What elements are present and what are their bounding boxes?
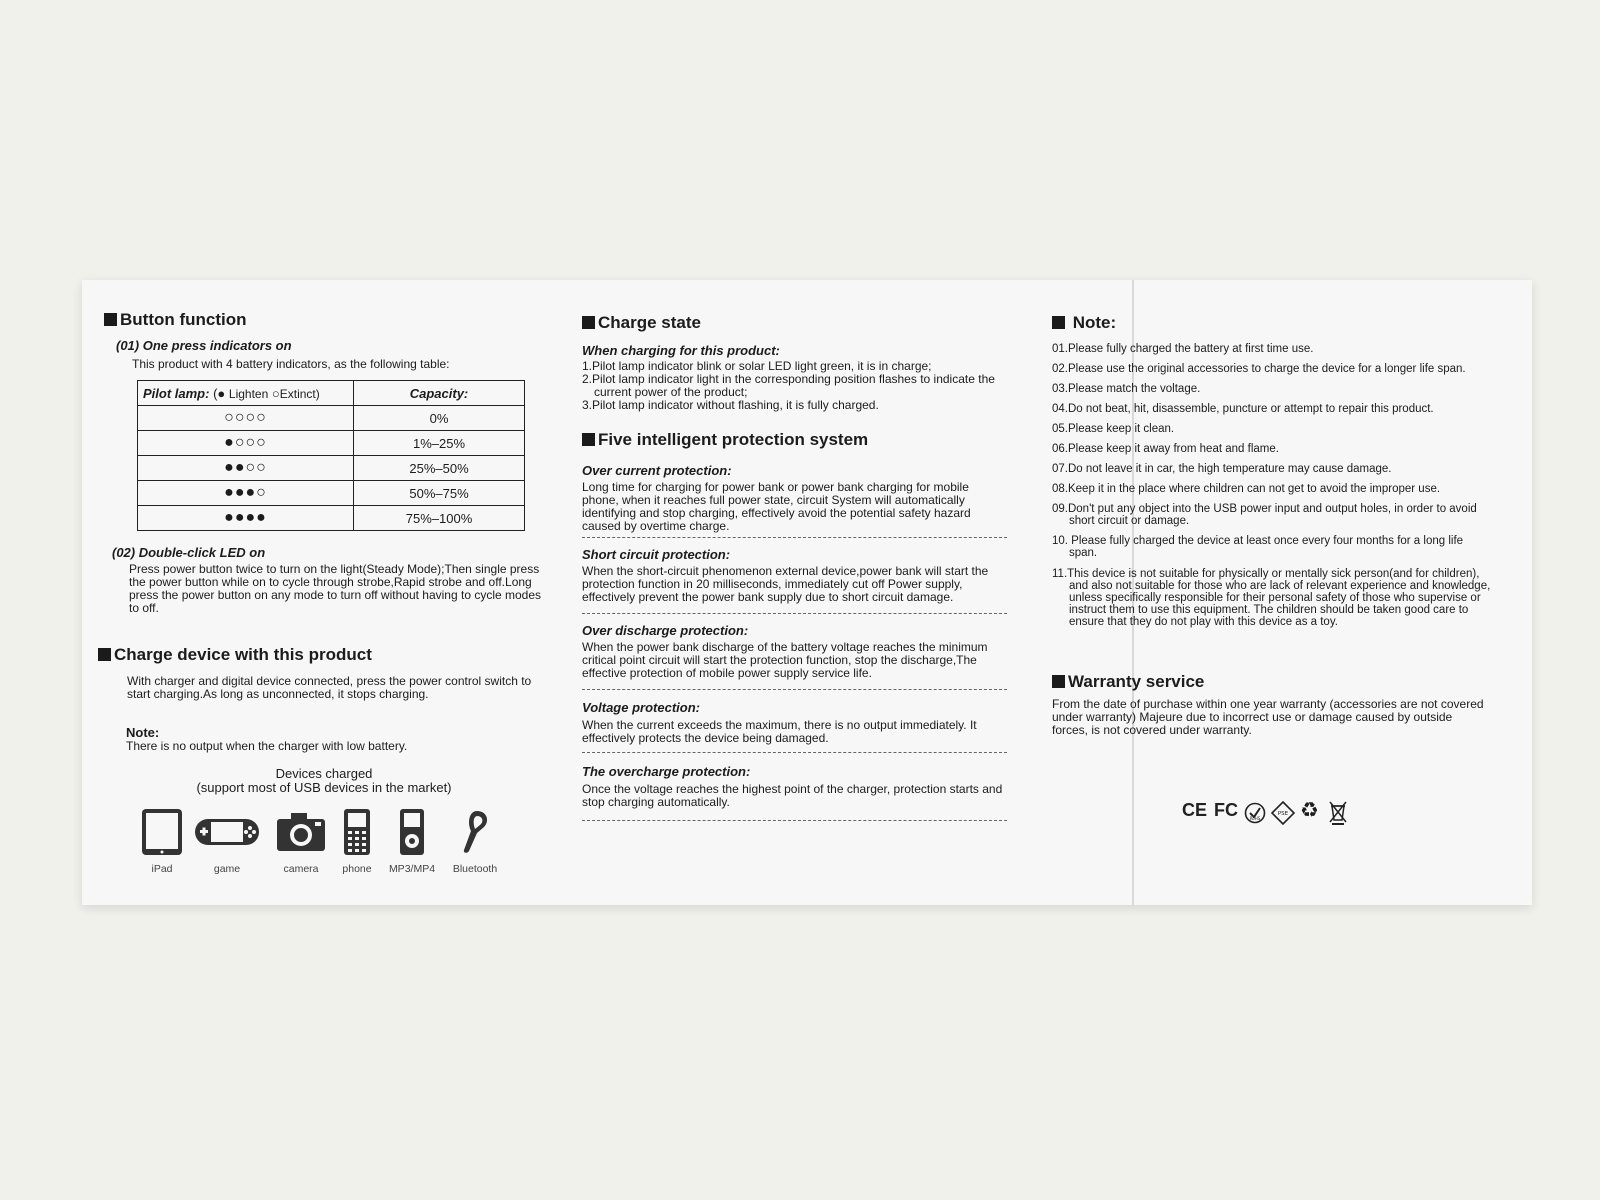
ce-mark-icon: CE <box>1182 800 1208 820</box>
protection-item-text: When the power bank discharge of the battery voltage reaches the minimum critical point circuit will start the protection function, stop the discharge,The effective protection of mobile power supply service life. <box>582 640 988 680</box>
square-bullet-icon <box>582 316 595 329</box>
button-function-heading: Button function <box>104 310 247 330</box>
capacity-table <box>137 380 525 531</box>
square-bullet-icon <box>104 313 117 326</box>
capacity-cell: 1%–25% <box>354 431 525 456</box>
warranty-heading: Warranty service <box>1052 672 1204 692</box>
protection-item <box>582 764 1007 809</box>
svg-text:RoHS: RoHS <box>1249 816 1261 821</box>
ipad-icon <box>140 807 184 857</box>
list-item: 2.Pilot lamp indicator light in the corresponding position flashes to indicate the current power of the product; <box>582 372 995 399</box>
capacity-cell: 0% <box>354 406 525 431</box>
divider <box>582 820 1007 821</box>
table-row <box>138 481 525 506</box>
charge-state-sub: When charging for this product: <box>582 343 780 358</box>
capacity-cell: 50%–75% <box>354 481 525 506</box>
protection-item <box>582 700 1007 745</box>
fc-mark-icon: FC <box>1214 800 1238 820</box>
list-item: 11.This device is not suitable for physically or mentally sick person(and for children), and also not suitable for those who are lack of relevant experience and knowledge, unless specifically responsible for their personal safety of those who supervise or instruct them to use this equipment. The children should be taken good care to ensure that they do not play with this device as a toy. <box>1052 568 1491 628</box>
bluetooth-headset-icon <box>457 807 493 857</box>
camera-icon <box>275 807 327 857</box>
table-row <box>138 506 525 531</box>
square-bullet-icon <box>98 648 111 661</box>
list-item: 09.Don't put any object into the USB power input and output holes, in order to avoid short circuit or damage. <box>1052 503 1477 527</box>
double-click-text: Press power button twice to turn on the light(Steady Mode);Then single press the power button while on to cycle through strobe,Rapid strobe and off.Long press the power button on any mode to turn off without having to cycle modes to off. <box>129 562 542 615</box>
protection-item-text: Long time for charging for power bank or power bank charging for mobile phone, when it reaches full power state, circuit System will automatically identifying and stop charging, effectively avoid the potential safety hazard caused by overtime charge. <box>582 480 971 533</box>
one-press-text: This product with 4 battery indicators, as the following table: <box>132 357 450 371</box>
manual-sheet <box>82 280 1532 905</box>
lamp-cell: ○○○○ <box>138 406 354 431</box>
protection-item <box>582 623 1007 680</box>
table-row <box>138 456 525 481</box>
protection-item-text: When the current exceeds the maximum, there is no output immediately. It effectively protects the device being damaged. <box>582 718 977 745</box>
devices-caption <box>184 767 464 795</box>
lamp-cell: ●○○○ <box>138 431 354 456</box>
certification-marks <box>1182 798 1357 828</box>
list-item: 07.Do not leave it in car, the high temperature may cause damage. <box>1052 463 1392 475</box>
list-item: 10. Please fully charged the device at least once every four months for a long life span. <box>1052 535 1464 559</box>
note-heading: Note: <box>1052 313 1116 333</box>
protection-item <box>582 463 1007 533</box>
charge-state-heading: Charge state <box>582 313 701 333</box>
device-phone: phone <box>337 807 377 875</box>
protection-item <box>582 547 1007 604</box>
warranty-text: From the date of purchase within one year warranty (accessories are not covered under warranty) Majeure due to incorrect use or damage caused by outside forces, is not covered under warranty. <box>1052 697 1484 737</box>
divider <box>582 613 1007 614</box>
low-battery-note-title: Note: <box>126 725 160 740</box>
square-bullet-icon <box>1052 316 1065 329</box>
table-row <box>138 406 525 431</box>
capacity-header: Capacity: <box>354 381 525 406</box>
game-console-icon <box>193 807 261 857</box>
weee-bin-icon <box>1328 800 1348 826</box>
pilot-lamp-header: Pilot lamp: (● Lighten ○Extinct) <box>138 381 354 406</box>
one-press-title: (01) One press indicators on <box>116 338 292 353</box>
protection-heading: Five intelligent protection system <box>582 430 868 450</box>
list-item: 1.Pilot lamp indicator blink or solar LED light green, it is in charge; <box>582 359 932 373</box>
capacity-table-header <box>138 381 525 406</box>
mp3-player-icon <box>397 807 427 857</box>
empty-circle-icon: ○ <box>271 385 280 401</box>
device-camera: camera <box>272 807 330 875</box>
table-row <box>138 431 525 456</box>
device-game: game <box>192 807 262 875</box>
lamp-cell: ●●●○ <box>138 481 354 506</box>
charge-state-list <box>582 360 1002 412</box>
divider <box>582 689 1007 690</box>
divider <box>582 752 1007 753</box>
devices-title: Devices charged <box>275 766 373 781</box>
protection-item-title: Over discharge protection: <box>582 623 749 638</box>
rohs-mark-icon <box>1244 802 1266 824</box>
lamp-cell: ●●●● <box>138 506 354 531</box>
protection-item-text: When the short-circuit phenomenon external device,power bank will start the protection function in 20 milliseconds, immediately cut off Power supply, effectively prevent the power bank supply due to short circuit damage. <box>582 564 989 604</box>
square-bullet-icon <box>1052 675 1065 688</box>
list-item: 04.Do not beat, hit, disassemble, puncture or attempt to repair this product. <box>1052 403 1434 415</box>
list-item: 01.Please fully charged the battery at first time use. <box>1052 343 1314 355</box>
list-item: 08.Keep it in the place where children can not get to avoid the improper use. <box>1052 483 1441 495</box>
list-item: 06.Please keep it away from heat and flame. <box>1052 443 1279 455</box>
svg-text:PSE: PSE <box>1277 811 1289 817</box>
phone-icon <box>341 807 373 857</box>
divider <box>582 537 1007 538</box>
protection-item-title: The overcharge protection: <box>582 764 751 779</box>
capacity-cell: 25%–50% <box>354 456 525 481</box>
double-click-title: (02) Double-click LED on <box>112 545 266 560</box>
list-item: 02.Please use the original accessories to charge the device for a longer life span. <box>1052 363 1466 375</box>
square-bullet-icon <box>582 433 595 446</box>
protection-item-title: Voltage protection: <box>582 700 700 715</box>
pse-mark-icon <box>1271 801 1295 825</box>
capacity-cell: 75%–100% <box>354 506 525 531</box>
device-mp3: MP3/MP4 <box>384 807 440 875</box>
device-bluetooth: Bluetooth <box>444 807 506 875</box>
charge-device-heading: Charge device with this product <box>98 645 372 665</box>
list-item: 3.Pilot lamp indicator without flashing, it is fully charged. <box>582 398 879 412</box>
device-ipad: iPad <box>139 807 185 875</box>
list-item: 05.Please keep it clean. <box>1052 423 1175 435</box>
low-battery-note-text: There is no output when the charger with low battery. <box>126 739 408 753</box>
devices-subtitle: (support most of USB devices in the market) <box>196 780 452 795</box>
recycle-icon: ♻ <box>1300 799 1319 822</box>
protection-item-text: Once the voltage reaches the highest point of the charger, protection starts and stop charging automatically. <box>582 782 1003 809</box>
protection-item-title: Short circuit protection: <box>582 547 731 562</box>
filled-circle-icon: ● <box>217 385 226 401</box>
list-item: 03.Please match the voltage. <box>1052 383 1201 395</box>
protection-item-title: Over current protection: <box>582 463 732 478</box>
lamp-cell: ●●○○ <box>138 456 354 481</box>
charge-device-text: With charger and digital device connected, press the power control switch to start charging.As long as unconnected, it stops charging. <box>127 674 532 701</box>
